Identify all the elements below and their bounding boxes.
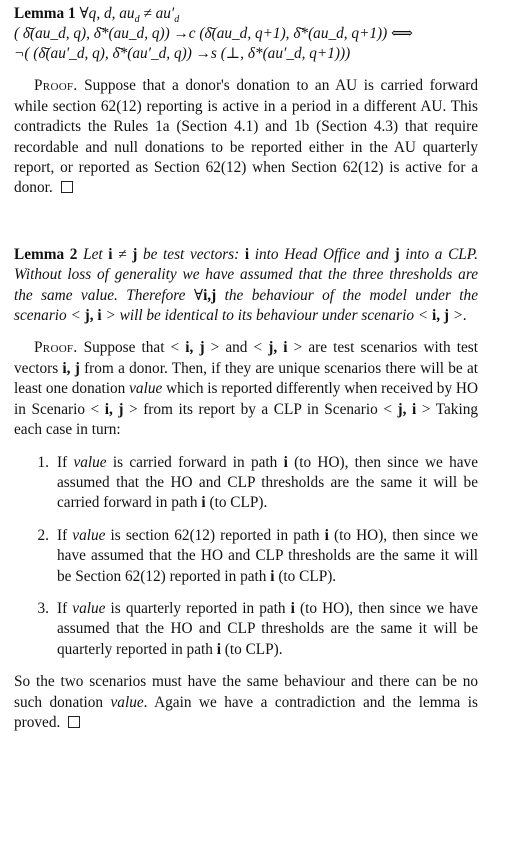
qed-square-icon <box>68 716 80 728</box>
lemma-2-closing: So the two scenarios must have the same behaviour and there can be no such donation value. Again we have a contradiction and the lemma is proved. <box>14 673 478 731</box>
list-item: 3. If value is quarterly reported in path i (to HO), then since we have assumed that the HO and CLP thresholds are the same it will be quarterly reported in path i (to CLP). <box>37 599 478 658</box>
lemma-2-label: Lemma 2 <box>14 245 78 263</box>
lemma-1-label: Lemma 1 <box>14 5 76 22</box>
lemma-1-proof <box>14 76 478 198</box>
list-item: 1. If value is carried forward in path i (to HO), then since we have assumed that the HO and CLP thresholds are the same it will be carried forward in path i (to CLP). <box>37 453 478 512</box>
lemma-1-statement: ∀q, d, $au_d \ne au'_d$ <box>79 5 180 26</box>
lemma-2-proof: Proof. Suppose that < i, j > and < j, i > are test scenarios with test vectors i, j from a donor. Then, if they are unique scenarios there will be at least one donation value which is reported differently when received by HO in Scenario < i, j > from its report by a CLP in Scenario < j, i > Taking each case in turn: <box>14 339 479 439</box>
lemma-1-proof-text: Suppose that a donor's donation to an AU is carried forward while section 62(12) reporting is active in a period in a different AU. This contradicts the Rules 1a (Section 4.1) and 1b (Section 4.3) that require recordable and null donations to be reported either in the AU quarterly report, or reported as Section 62(12) when Section 62(12) is active for a donor. <box>14 77 478 197</box>
qed-square-icon <box>61 181 73 193</box>
proof-label: Proof. <box>34 339 78 357</box>
paper-page <box>14 4 478 733</box>
lemma-1-formula-line-1: ( δ̄(au_d, q), δ̄*(au_d, q)) →c (δ̄(au_d, q+1), δ̄*(au_d, q+1)) ⟺ <box>14 25 413 43</box>
lemma-1-formula-line-2: ¬( (δ̄(au′_d, q), δ̄*(au′_d, q)) →s (⊥, δ*(au′_d, q+1))) <box>14 45 351 63</box>
proof-label: Proof. <box>34 77 78 95</box>
list-item: 2. If value is section 62(12) reported in path i (to HO), then since we have assumed that the HO and CLP thresholds are the same it will be Section 62(12) reported in path i (to CLP). <box>37 526 479 585</box>
case-list <box>14 453 478 661</box>
lemma-1-heading <box>14 4 478 24</box>
lemma-2-statement: Lemma 2 Let i ≠ j be test vectors: i into Head Office and j into a CLP. Without loss of generality we have assumed that the three thresholds are the same value. Therefore ∀i,j the behaviour of the model under the scenario < j, i > will be identical to its behaviour under scenario < i, j >. <box>14 245 478 325</box>
